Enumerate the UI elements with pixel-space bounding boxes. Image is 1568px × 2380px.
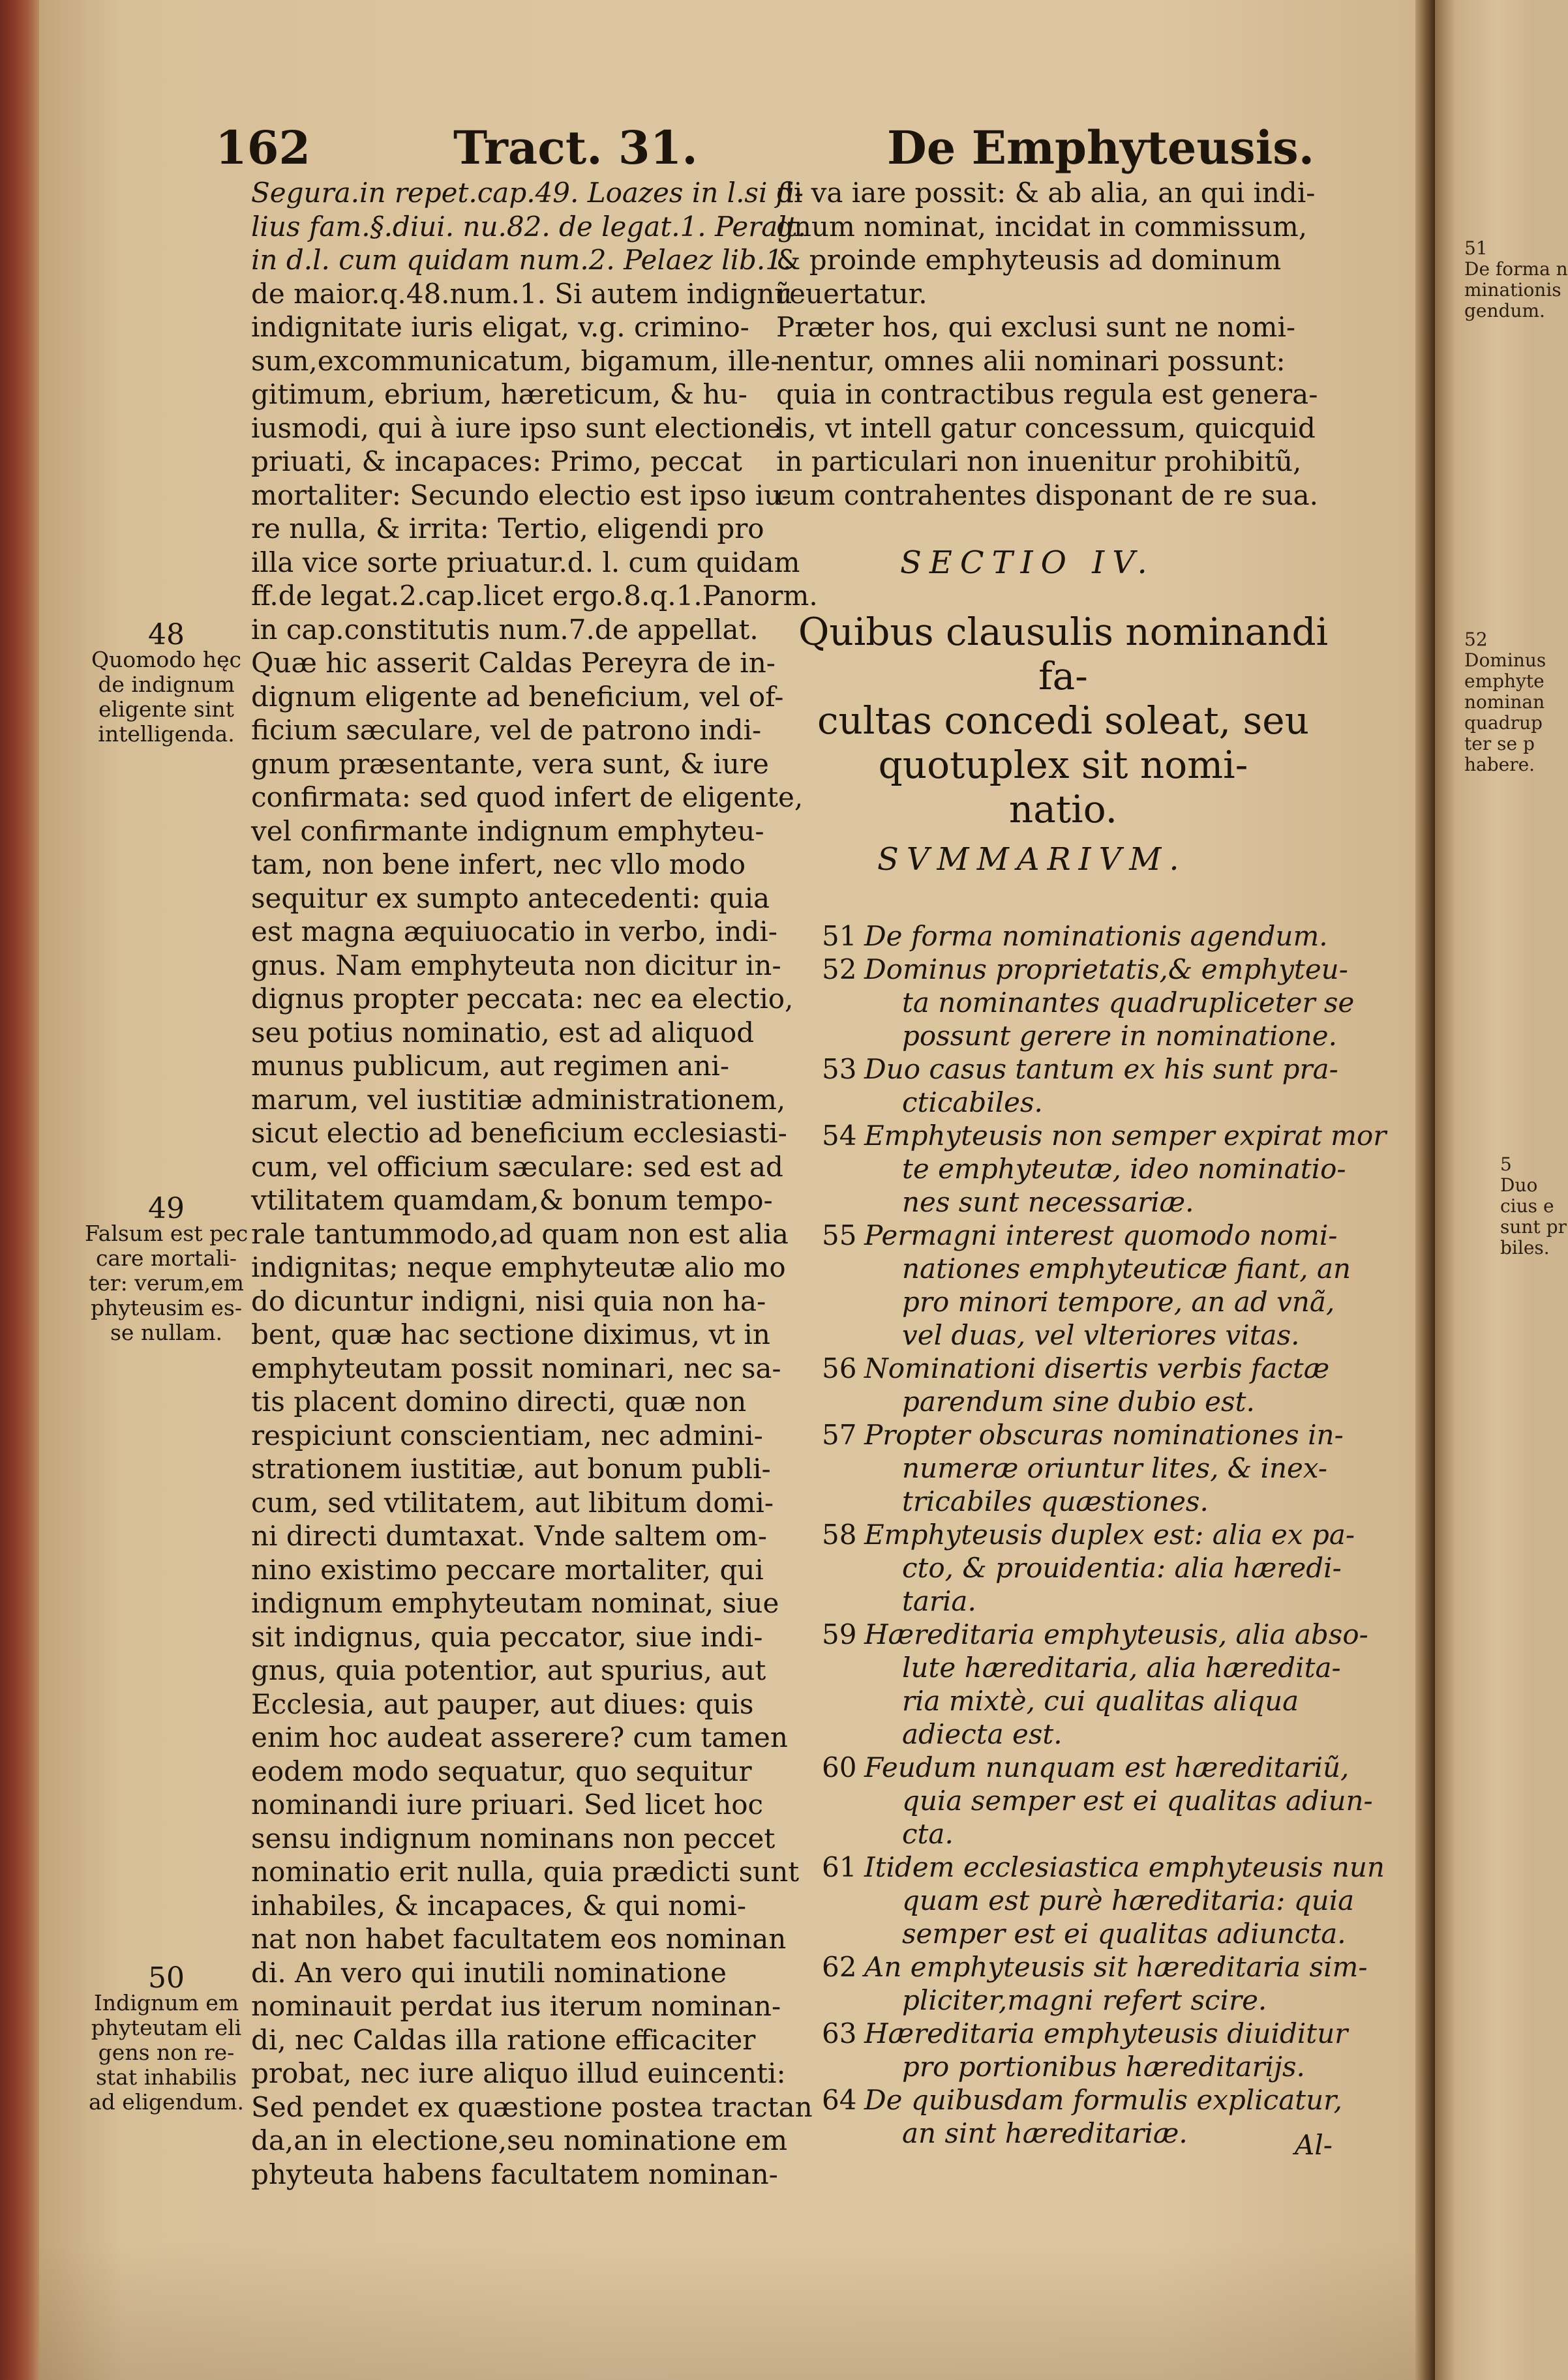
margin-note-line: eligente sint — [98, 696, 234, 722]
next-page-note-line: gendum. — [1464, 300, 1545, 321]
text-line: munus publicum, aut regimen ani- — [251, 1050, 730, 1082]
text-line: sicut electio ad beneficium ecclesiasti- — [251, 1117, 787, 1149]
summary-line: cticabiles. — [902, 1086, 1043, 1118]
margin-note-number: 49 — [148, 1192, 185, 1225]
summary-line: lute hæreditaria, alia hæredita- — [902, 1652, 1341, 1684]
summary-number: 61 — [822, 1851, 857, 1883]
summary-number: 54 — [822, 1120, 857, 1152]
summary-text — [822, 1418, 1422, 1518]
text-line: ni directi dumtaxat. Vnde saltem om- — [251, 1520, 767, 1552]
next-page-note — [1464, 238, 1568, 321]
text-line: lius fam.§.diui. nu.82. de legat.1. Peralt. — [251, 210, 806, 243]
summary-text — [822, 1219, 1422, 1352]
next-page-note-number: 5 — [1500, 1153, 1512, 1175]
summary-line: Nominationi disertis verbis factæ — [864, 1352, 1330, 1384]
summary-line: quam est purè hæreditaria: quia — [902, 1884, 1355, 1916]
summary-text — [822, 1851, 1422, 1950]
summary-line: Itidem ecclesiastica emphyteusis nun — [864, 1851, 1385, 1883]
text-line: Ecclesia, aut pauper, aut diues: quis — [251, 1688, 754, 1720]
summary-line: semper est ei qualitas adiuncta. — [902, 1918, 1346, 1950]
summary-entry — [822, 1518, 1422, 1618]
margin-note-line: care mortali- — [95, 1245, 237, 1271]
next-page-note-line: emphyte — [1464, 670, 1545, 692]
summary-text — [822, 1950, 1422, 2017]
text-line: re nulla, & irrita: Tertio, eligendi pro — [251, 513, 764, 544]
text-line: emphyteutam possit nominari, nec sa- — [251, 1352, 781, 1384]
next-page-note-line: Duo — [1500, 1174, 1538, 1196]
summary-number: 51 — [822, 920, 857, 952]
summary-line: Dominus proprietatis,& emphyteu- — [864, 953, 1348, 985]
text-line: de maior.q.48.num.1. Si autem indignũ — [251, 277, 792, 310]
summary-line: taria. — [902, 1585, 976, 1617]
text-line: inhabiles, & incapaces, & qui nomi- — [251, 1889, 747, 1922]
text-line: di. An vero qui inutili nominatione — [251, 1956, 727, 1989]
text-line: cum, vel officium sæculare: sed est ad — [251, 1150, 783, 1183]
summary-text — [822, 953, 1422, 1052]
margin-note — [85, 1961, 248, 2115]
summary-line: Emphyteusis duplex est: alia ex pa- — [864, 1519, 1355, 1551]
text-line: in cap.constitutis num.7.de appellat. — [251, 613, 759, 646]
text-line: priuati, & incapaces: Primo, peccat — [251, 445, 742, 477]
summary-number: 56 — [822, 1352, 857, 1384]
margin-note-number: 48 — [148, 618, 185, 651]
summary-text — [822, 1119, 1422, 1219]
text-line: est magna æquiuocatio in verbo, indi- — [251, 915, 777, 947]
summary-line: numeræ oriuntur lites, & inex- — [902, 1452, 1328, 1484]
summary-entry — [822, 1851, 1422, 1950]
summary-line: De forma nominationis agendum. — [864, 920, 1328, 952]
next-page-note-line: biles. — [1500, 1237, 1550, 1258]
summary-entry — [822, 1618, 1422, 1751]
running-head-title: De Emphyteusis. — [887, 121, 1315, 175]
margin-note-line: de indignum — [98, 672, 235, 697]
margin-note — [85, 618, 248, 747]
text-line: nat non habet facultatem eos nominan — [251, 1923, 787, 1955]
summary-line: De quibusdam formulis explicatur, — [864, 2084, 1342, 2116]
text-line: sum,excommunicatum, bigamum, ille- — [251, 344, 780, 377]
text-line: Segura.in repet.cap.49. Loazes in l.si fi- — [251, 177, 804, 209]
summary-line: cto, & prouidentia: alia hæredi- — [902, 1552, 1342, 1584]
text-line: sit indignus, quia peccator, siue indi- — [251, 1620, 763, 1653]
summary-entry — [822, 1418, 1422, 1518]
text-line: nino existimo peccare mortaliter, qui — [251, 1553, 764, 1586]
margin-note-line: se nullam. — [110, 1320, 223, 1345]
text-line: nominauit perdat ius iterum nominan- — [251, 1990, 781, 2022]
margin-note-line: Falsum est pec — [85, 1221, 249, 1246]
summary-number: 58 — [822, 1519, 857, 1551]
text-line: ff.de legat.2.cap.licet ergo.8.q.1.Panorm. — [251, 580, 818, 612]
text-line: di, nec Caldas illa ratione efficaciter — [251, 2023, 756, 2056]
text-line: bent, quæ hac sectione diximus, vt in — [251, 1318, 770, 1350]
text-line: vtilitatem quamdam,& bonum tempo- — [251, 1184, 773, 1216]
summary-line: Feudum nunquam est hæreditariũ, — [864, 1751, 1349, 1783]
next-page-note-line: De forma n — [1464, 258, 1568, 280]
text-line: cum, sed vtilitatem, aut libitum domi- — [251, 1486, 774, 1519]
summary-line: ria mixtè, cui qualitas aliqua — [902, 1685, 1299, 1717]
summary-line: adiecta est. — [902, 1718, 1063, 1750]
text-line: gitimum, ebrium, hæreticum, & hu- — [251, 378, 747, 410]
text-line: indignitate iuris eligat, v.g. crimino- — [251, 311, 749, 343]
summary-number: 52 — [822, 953, 857, 985]
summary-entry — [822, 953, 1422, 1052]
summary-line: tricabiles quæstiones. — [902, 1485, 1209, 1517]
text-line: rale tantummodo,ad quam non est alia — [251, 1217, 789, 1250]
summary-number: 63 — [822, 2017, 857, 2049]
next-page-note-number: 52 — [1464, 629, 1488, 650]
summary-line: parendum sine dubio est. — [902, 1386, 1255, 1418]
summary-entry — [822, 1751, 1422, 1851]
summary-line: te emphyteutæ, ideo nominatio- — [902, 1153, 1346, 1185]
summary-entry — [822, 919, 1422, 953]
text-line: sequitur ex sumpto antecedenti: quia — [251, 882, 770, 914]
summary-text — [822, 1751, 1422, 1851]
text-line: confirmata: sed quod infert de eligente, — [251, 781, 804, 813]
margin-note-line: ter: verum,em — [89, 1270, 244, 1296]
margin-note-line: gens non re- — [98, 2040, 235, 2065]
text-line: nominandi iure priuari. Sed licet hoc — [251, 1789, 764, 1821]
text-line: strationem iustitiæ, aut bonum publi- — [251, 1453, 771, 1485]
summary-text — [822, 919, 1422, 953]
text-line: da,an in electione,seu nominatione em — [251, 2124, 788, 2156]
section-title-line: quotuplex sit nomi- — [878, 743, 1248, 787]
text-line: tis placent domino directi, quæ non — [251, 1386, 747, 1418]
text-line: tam, non bene infert, nec vllo modo — [251, 848, 746, 880]
text-line: nentur, omnes alii nominari possunt: — [776, 344, 1286, 377]
summary-text — [822, 2017, 1422, 2083]
text-line: gnum præsentante, vera sunt, & iure — [251, 747, 769, 780]
summary-line: nationes emphyteuticæ fiant, an — [902, 1253, 1351, 1285]
text-line: do dicuntur indigni, nisi quia non ha- — [251, 1285, 766, 1317]
summary-text — [822, 1518, 1422, 1618]
summary-entry — [822, 1119, 1422, 1219]
margin-note — [85, 1192, 249, 1345]
summary-line: ta nominantes quadrupliceter se — [902, 987, 1355, 1019]
next-page-note-number: 51 — [1464, 237, 1488, 259]
margin-note-number: 50 — [148, 1961, 185, 1995]
summary-line: nes sunt necessariæ. — [902, 1186, 1194, 1218]
text-line: enim hoc audeat asserere? cum tamen — [251, 1721, 788, 1753]
summary-line: Emphyteusis non semper expirat mor — [864, 1120, 1387, 1152]
text-line: ficium sæculare, vel de patrono indi- — [251, 714, 762, 746]
text-line: di va iare possit: & ab alia, an qui indi- — [776, 177, 1316, 209]
summary-number: 64 — [822, 2084, 857, 2116]
running-head-tract: Tract. 31. — [453, 121, 698, 175]
summary-number: 59 — [822, 1618, 857, 1650]
summary-number: 55 — [822, 1219, 857, 1251]
summary-entry — [822, 1219, 1422, 1352]
text-line: seu potius nominatio, est ad aliquod — [251, 1016, 755, 1049]
section-heading: SECTIO IV. — [900, 544, 1155, 581]
summary-line: vel duas, vel vlteriores vitas. — [902, 1319, 1300, 1351]
summary-line: pro portionibus hæreditarijs. — [902, 2051, 1305, 2083]
summarium-heading: SVMMARIVM. — [877, 841, 1187, 878]
next-page-note-line: Dominus — [1464, 649, 1546, 671]
text-line: gnus. Nam emphyteuta non dicitur in- — [251, 949, 781, 981]
next-page-note — [1500, 1154, 1567, 1258]
summary-list — [822, 919, 1422, 2150]
next-page-note-line: sunt pr — [1500, 1216, 1567, 1238]
section-title-line: cultas concedi soleat, seu — [817, 698, 1309, 743]
text-line: dignus propter peccata: nec ea electio, — [251, 983, 794, 1015]
text-line: phyteuta habens facultatem nominan- — [251, 2158, 778, 2190]
text-line: gnum nominat, incidat in commissum, — [776, 210, 1308, 243]
summary-line: possunt gerere in nominatione. — [902, 1020, 1337, 1052]
section-title-line: Quibus clausulis nominandi fa- — [798, 610, 1329, 698]
summary-text — [822, 1618, 1422, 1751]
text-line: mortaliter: Secundo electio est ipso iu- — [251, 479, 791, 511]
text-line: indignum emphyteutam nominat, siue — [251, 1587, 779, 1619]
text-line: sensu indignum nominans non peccet — [251, 1822, 776, 1854]
summary-line: cta. — [902, 1818, 954, 1850]
summary-line: pliciter,magni refert scire. — [902, 1984, 1267, 2016]
next-page-note-line: habere. — [1464, 754, 1535, 775]
summary-entry — [822, 2017, 1422, 2083]
text-line: eodem modo sequatur, quo sequitur — [251, 1755, 752, 1787]
summary-text — [822, 1052, 1422, 1119]
summary-line: Propter obscuras nominationes in- — [864, 1419, 1344, 1451]
left-column-text — [251, 176, 818, 2191]
text-line: vel confirmante indignum emphyteu- — [251, 814, 764, 847]
next-page-note-line: cius e — [1500, 1195, 1554, 1217]
page-number: 162 — [215, 121, 311, 175]
text-line: & proinde emphyteusis ad dominum — [776, 244, 1282, 276]
margin-note-line: Indignum em — [93, 1990, 239, 2016]
next-page-note-line: ter se p — [1464, 733, 1535, 754]
text-line: illa vice sorte priuatur.d. l. cum quidam — [251, 546, 800, 578]
summary-number: 62 — [822, 1951, 857, 1983]
summary-number: 57 — [822, 1419, 857, 1451]
text-line: nominatio erit nulla, quia prædicti sunt — [251, 1856, 800, 1888]
book-edge — [0, 0, 39, 2380]
catchword: Al- — [1295, 2129, 1333, 2161]
summary-line: an sint hæreditariæ. — [902, 2117, 1188, 2149]
text-line: in particulari non inuenitur prohibitũ, — [776, 445, 1302, 477]
summary-line: Hæreditaria emphyteusis, alia abso- — [864, 1618, 1368, 1650]
text-line: iusmodi, qui à iure ipso sunt electione — [251, 411, 781, 444]
summary-entry — [822, 1950, 1422, 2017]
summary-entry — [822, 1052, 1422, 1119]
summary-line: Hæreditaria emphyteusis diuiditur — [864, 2017, 1348, 2049]
next-page-note-line: minationis — [1464, 279, 1561, 301]
summary-number: 60 — [822, 1751, 857, 1783]
summary-line: Duo casus tantum ex his sunt pra- — [864, 1053, 1338, 1085]
section-title — [786, 610, 1340, 831]
next-page-note-line: nominan — [1464, 691, 1545, 713]
text-line: in d.l. cum quidam num.2. Pelaez lib.1. — [251, 244, 792, 276]
text-line: gnus, quia potentior, aut spurius, aut — [251, 1654, 766, 1686]
summary-number: 53 — [822, 1053, 857, 1085]
text-line: Præter hos, qui exclusi sunt ne nomi- — [776, 311, 1296, 343]
margin-note-line: phyteutam eli — [91, 2015, 242, 2040]
text-line: indignitas; neque emphyteutæ alio mo — [251, 1251, 786, 1283]
margin-note-line: Quomodo hęc — [91, 647, 242, 672]
section-title-line: natio. — [1008, 787, 1118, 831]
next-page-note-line: quadrup — [1464, 712, 1543, 734]
text-line: lis, vt intell gatur concessum, quicquid — [776, 411, 1316, 444]
text-line: cum contrahentes disponant de re sua. — [776, 479, 1318, 511]
text-line: respiciunt conscientiam, nec admini- — [251, 1419, 763, 1451]
summary-line: pro minori tempore, an ad vnã, — [902, 1286, 1335, 1318]
page-shadow — [39, 2243, 1435, 2380]
summary-line: Permagni interest quomodo nomi- — [864, 1219, 1338, 1251]
text-line: Quæ hic asserit Caldas Pereyra de in- — [251, 647, 776, 679]
margin-note-line: stat inhabilis — [95, 2064, 237, 2090]
text-line: quia in contractibus regula est genera- — [776, 378, 1318, 410]
next-page-note — [1464, 629, 1546, 775]
text-line: Sed pendet ex quæstione postea tractan — [251, 2090, 813, 2123]
summary-line: An emphyteusis sit hæreditaria sim- — [864, 1951, 1368, 1983]
summary-entry — [822, 1352, 1422, 1418]
right-column-text — [776, 176, 1318, 512]
text-line: marum, vel iustitiæ administrationem, — [251, 1083, 786, 1116]
summary-line: quia semper est ei qualitas adiun- — [902, 1785, 1373, 1817]
margin-note-line: intelligenda. — [98, 721, 235, 747]
text-line: dignum eligente ad beneficium, vel of- — [251, 680, 784, 713]
margin-note-line: phyteusim es- — [91, 1295, 242, 1320]
summary-text — [822, 1352, 1422, 1418]
text-line: probat, nec iure aliquo illud euincenti: — [251, 2057, 786, 2089]
text-line: reuertatur. — [776, 277, 927, 310]
margin-note-line: ad eligendum. — [89, 2089, 244, 2115]
